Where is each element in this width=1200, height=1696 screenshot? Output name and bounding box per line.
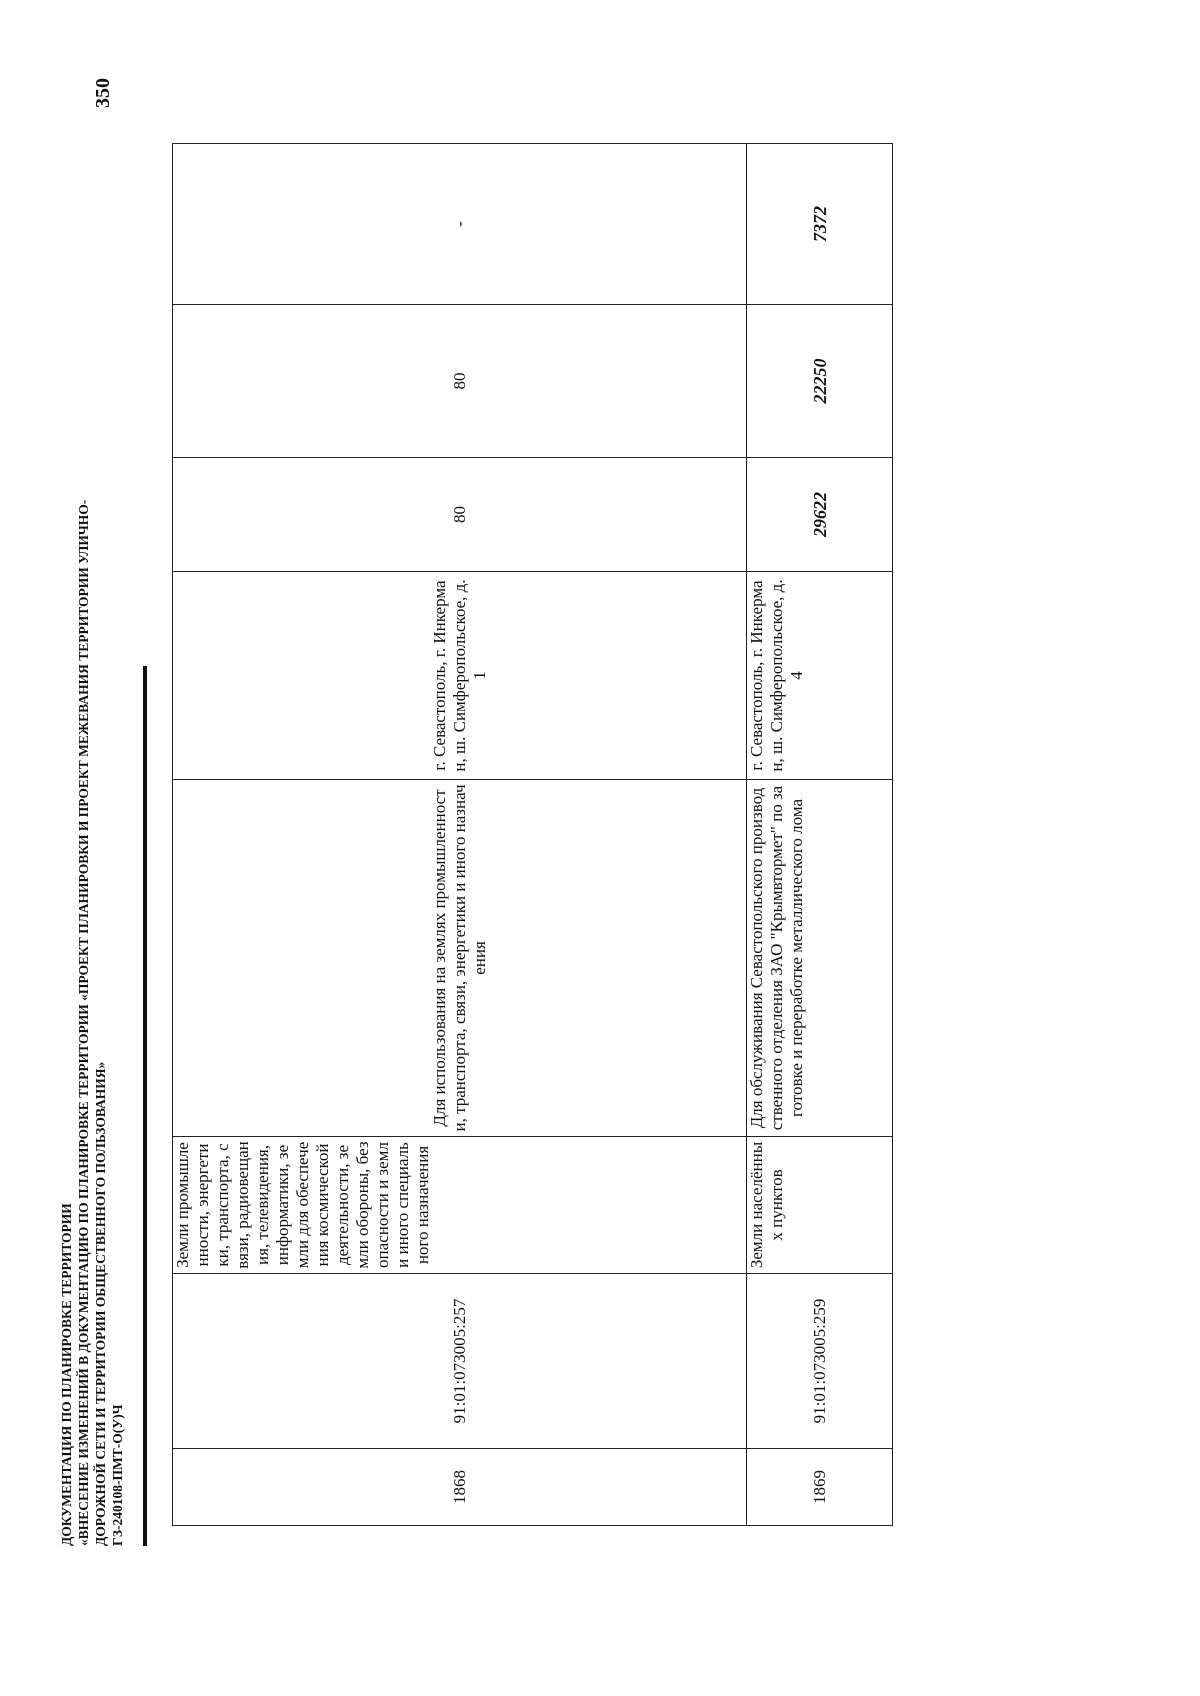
area-value-2: 80 bbox=[173, 305, 747, 458]
header-line-2: «ВНЕСЕНИЕ ИЗМЕНЕНИЙ В ДОКУМЕНТАЦИЮ ПО ПЛАНИРОВКЕ ТЕРРИТОРИИ «ПРОЕКТ ПЛАНИРОВКИ И ПРОЕКТ МЕЖЕВАНИЯ ТЕРРИТОРИИ УЛИЧНО- bbox=[76, 499, 91, 1546]
land-category: Земли населённых пунктов bbox=[747, 1137, 893, 1274]
header-line-4: ГЗ-240108-ПМТ-О(У)Ч bbox=[110, 1404, 125, 1546]
address: г. Севастополь, г. Инкерман, ш. Симферопольское, д. 4 bbox=[747, 572, 893, 780]
cadastral-number: 91:01:073005:257 bbox=[173, 1274, 747, 1449]
row-number: 1869 bbox=[747, 1449, 893, 1526]
area-value-3: 7372 bbox=[747, 144, 893, 305]
area-value-1: 80 bbox=[173, 458, 747, 572]
land-category: Земли промышленности, энергетики, транспорта, связи, радиовещания, телевидения, информатики, земли для обеспечения космической деятельности, земли обороны, безопасности и земли иного специального назначения bbox=[173, 1137, 747, 1274]
address: г. Севастополь, г. Инкерман, ш. Симферопольское, д. 1 bbox=[173, 572, 747, 780]
header-line-1: ДОКУМЕНТАЦИЯ ПО ПЛАНИРОВКЕ ТЕРРИТОРИИ bbox=[59, 1203, 74, 1546]
permitted-use: Для использования на землях промышленности, транспорта, связи, энергетики и иного назначения bbox=[173, 780, 747, 1137]
header-divider bbox=[143, 666, 147, 1546]
permitted-use: Для обслуживания Севастопольского производственного отделения ЗАО "Крымвтормет" по заготовке и переработке металлического лома bbox=[747, 780, 893, 1137]
table-row bbox=[747, 144, 893, 1526]
header-line-3: ДОРОЖНОЙ СЕТИ И ТЕРРИТОРИИ ОБЩЕСТВЕННОГО ПОЛЬЗОВАНИЯ» bbox=[93, 1061, 108, 1546]
page-number: 350 bbox=[92, 78, 114, 108]
area-value-2: 22250 bbox=[747, 305, 893, 458]
cadastral-number: 91:01:073005:259 bbox=[747, 1274, 893, 1449]
document-header bbox=[58, 86, 126, 1546]
area-value-3: - bbox=[173, 144, 747, 305]
row-number: 1868 bbox=[173, 1449, 747, 1526]
area-value-1: 29622 bbox=[747, 458, 893, 572]
land-plots-table bbox=[172, 143, 893, 1526]
table-row bbox=[173, 144, 747, 1526]
